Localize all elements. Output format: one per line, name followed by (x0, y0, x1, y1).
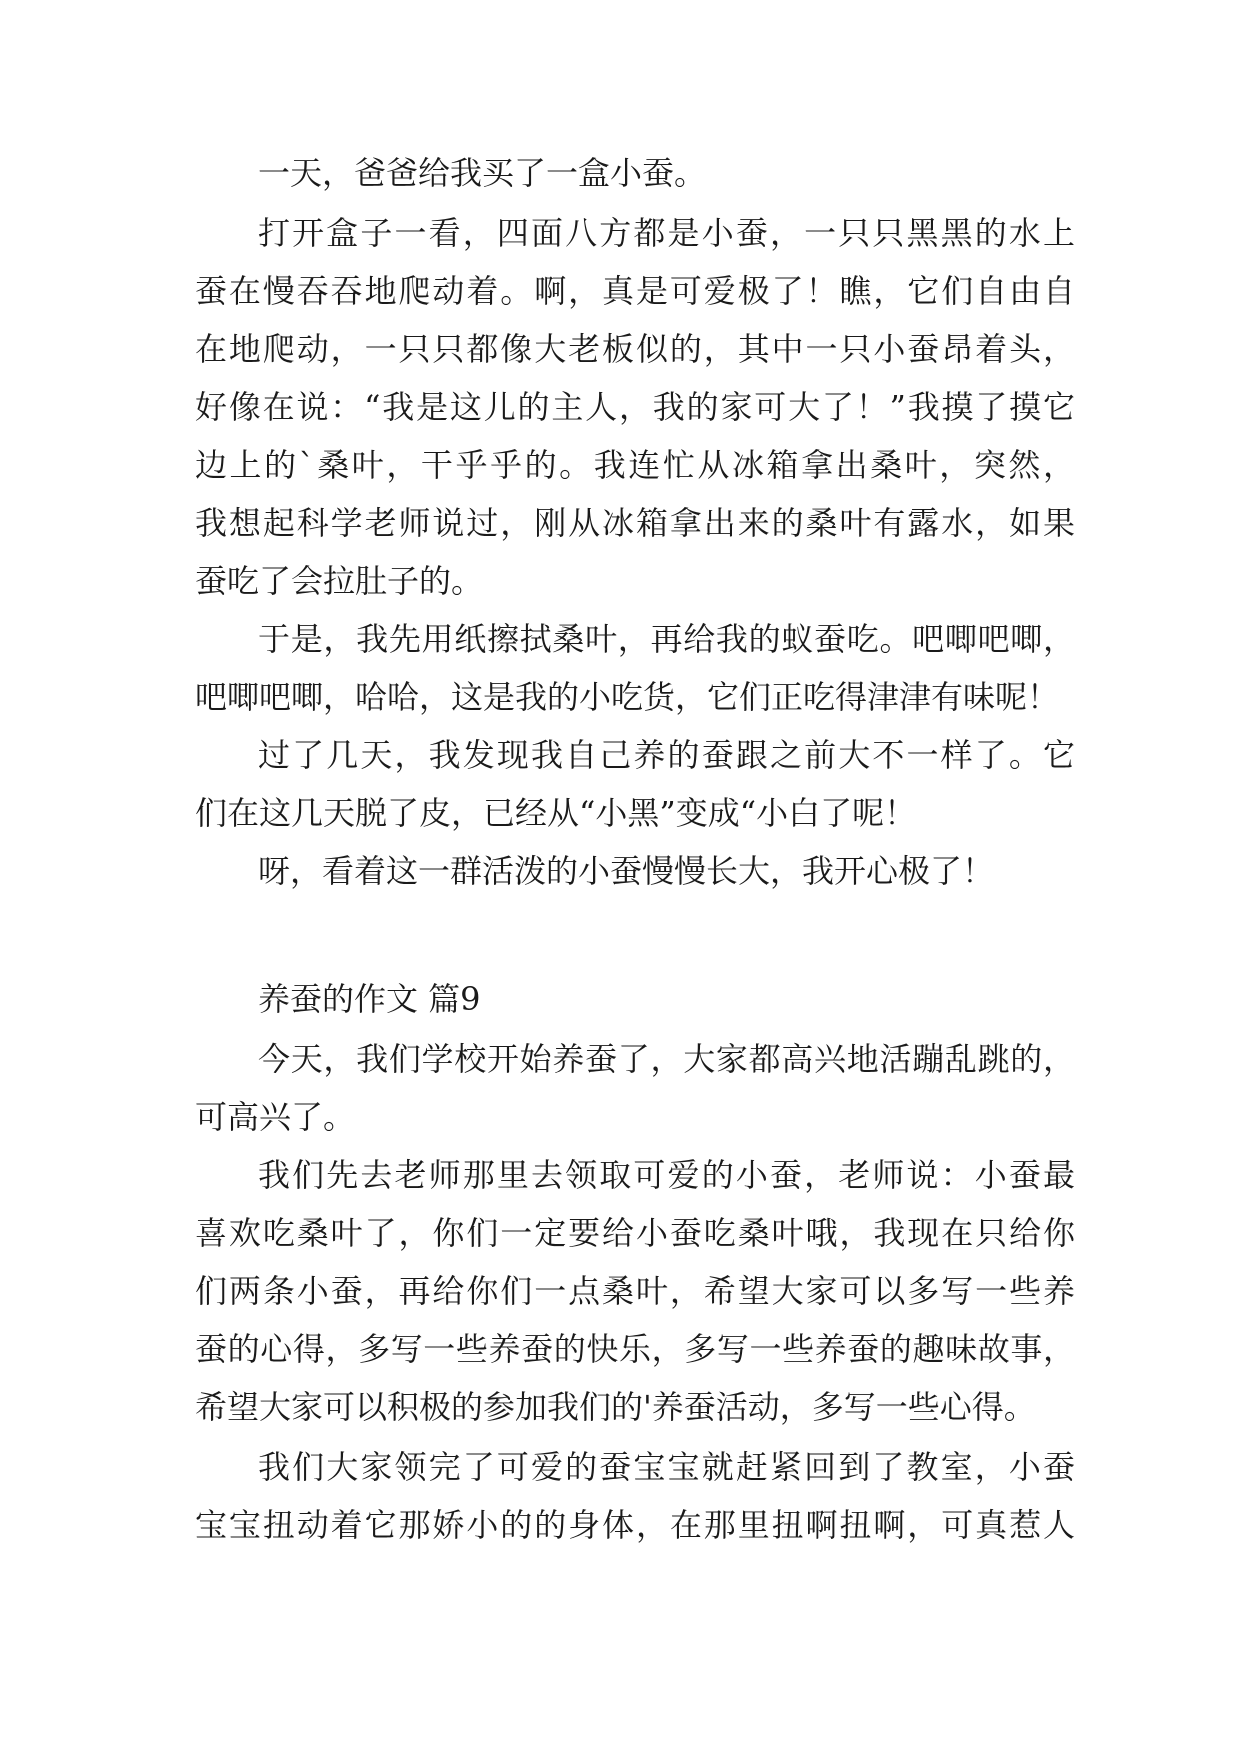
paragraph-line: 一天，爸爸给我买了一盒小蚕。 (258, 154, 707, 192)
paragraph-line: 于是，我先用纸擦拭桑叶，再给我的蚁蚕吃。吧唧吧唧， (258, 620, 1075, 658)
paragraph-line: 喜欢吃桑叶了，你们一定要给小蚕吃桑叶哦，我现在只给你 (195, 1214, 1075, 1252)
paragraph-line: 我们先去老师那里去领取可爱的小蚕，老师说：小蚕最 (258, 1156, 1075, 1194)
paragraph-line: 打开盒子一看，四面八方都是小蚕，一只只黑黑的水上 (258, 214, 1075, 252)
paragraph-line: 们在这几天脱了皮，已经从“小黑”变成“小白了呢！ (195, 794, 917, 832)
paragraph-line: 我想起科学老师说过，刚从冰箱拿出来的桑叶有露水，如果 (195, 504, 1075, 542)
paragraph-line: 过了几天，我发现我自己养的蚕跟之前大不一样了。它 (258, 736, 1075, 774)
paragraph-line: 蚕在慢吞吞地爬动着。啊，真是可爱极了！瞧，它们自由自 (195, 272, 1075, 310)
paragraph-line: 好像在说：“我是这儿的主人，我的家可大了！”我摸了摸它 (195, 388, 1075, 426)
paragraph-line: 蚕的心得，多写一些养蚕的快乐，多写一些养蚕的趣味故事， (195, 1330, 1075, 1368)
paragraph-line: 宝宝扭动着它那娇小的的身体，在那里扭啊扭啊，可真惹人 (195, 1506, 1075, 1544)
paragraph-line: 吧唧吧唧，哈哈，这是我的小吃货，它们正吃得津津有味呢！ (195, 678, 1060, 716)
paragraph-line: 呀，看着这一群活泼的小蚕慢慢长大，我开心极了！ (258, 852, 995, 890)
paragraph-line: 在地爬动，一只只都像大老板似的，其中一只小蚕昂着头， (195, 330, 1075, 368)
paragraph-line: 边上的`桑叶，干乎乎的。我连忙从冰箱拿出桑叶，突然， (195, 446, 1075, 484)
paragraph-line: 们两条小蚕，再给你们一点桑叶，希望大家可以多写一些养 (195, 1272, 1075, 1310)
paragraph-line: 今天，我们学校开始养蚕了，大家都高兴地活蹦乱跳的， (258, 1040, 1075, 1078)
paragraph-line: 蚕吃了会拉肚子的。 (195, 562, 484, 600)
paragraph-line: 可高兴了。 (195, 1098, 356, 1136)
section-heading: 养蚕的作文 篇9 (258, 980, 481, 1018)
paragraph-line: 希望大家可以积极的参加我们的'养蚕活动，多写一些心得。 (195, 1388, 1036, 1426)
paragraph-line: 我们大家领完了可爱的蚕宝宝就赶紧回到了教室，小蚕 (258, 1448, 1075, 1486)
